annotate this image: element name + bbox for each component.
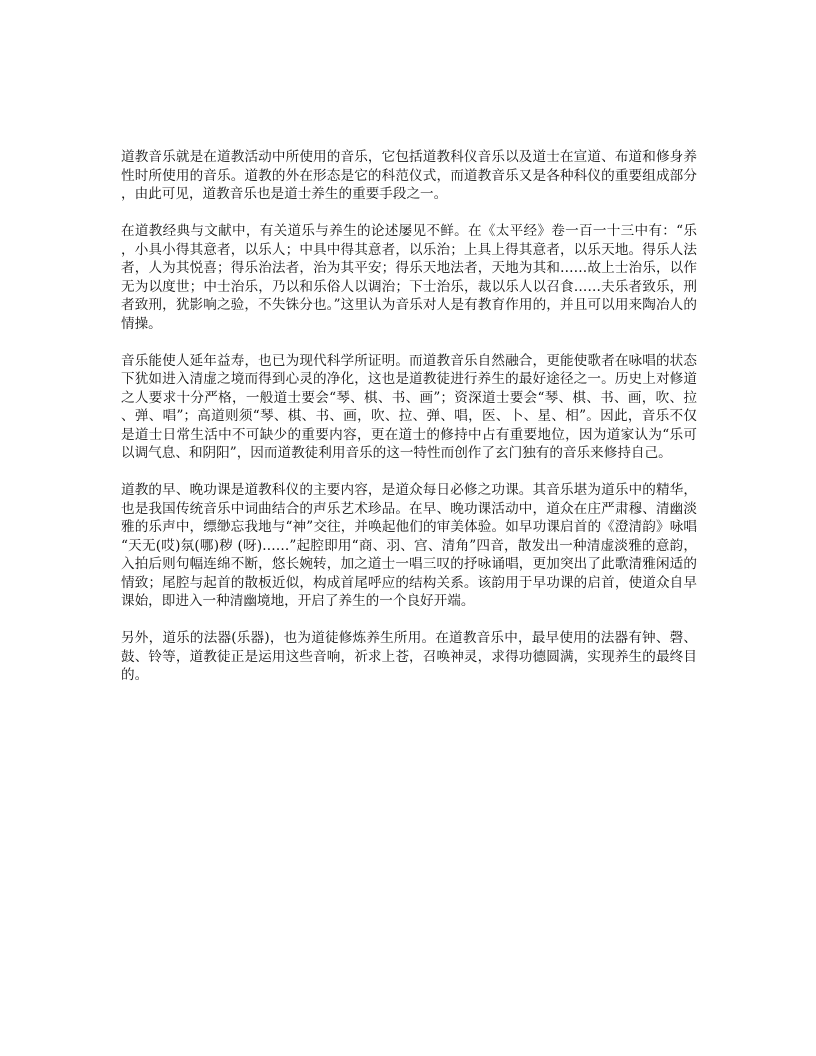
- paragraph-morning-evening-lessons: 道教的早、晚功课是道教科仪的主要内容，是道众每日必修之功课。其音乐堪为道乐中的精华，也是我国传统音乐中词曲结合的声乐艺术珍品。在早、晚功课活动中，道众在庄严肃穆、清幽淡雅的乐声中，缥缈忘我地与“神”交往，并唤起他们的审美体验。如早功课启首的《澄清韵》咏唱“天无(哎)氛(哪)秽 (呀)……”起腔即用“商、羽、宫、清角”四音，散发出一种清虚淡雅的意韵，入拍后则句幅连绵不断，悠长婉转，加之道士一唱三叹的抒咏诵唱，更加突出了此歌清雅闲适的情致；尾腔与起首的散板近似，构成首尾呼应的结构关系。该韵用于早功课的启首，使道众自早课始，即进入一种清幽境地，开启了养生的一个良好开端。: [121, 482, 697, 609]
- paragraph-longevity: 音乐能使人延年益寿，也已为现代科学所证明。而道教音乐自然融合，更能使歌者在咏唱的状态下犹如进入清虚之境而得到心灵的净化，这也是道教徒进行养生的最好途径之一。历史上对修道之人要求十分严格，一般道士要会“琴、棋、书、画”；资深道士要会“琴、棋、书、画，吹、拉、弹、唱”；高道则须“琴、棋、书、画，吹、拉、弹、唱，医、卜、星、相”。因此，音乐不仅是道士日常生活中不可缺少的重要内容，更在道士的修持中占有重要地位，因为道家认为“乐可以调气息、和阴阳”，因而道教徒利用音乐的这一特性而创作了玄门独有的音乐来修持自己。: [121, 352, 697, 461]
- paragraph-intro: 道教音乐就是在道教活动中所使用的音乐，它包括道教科仪音乐以及道士在宣道、布道和修身养性时所使用的音乐。道教的外在形态是它的科范仪式，而道教音乐又是各种科仪的重要组成部分，由此可见，道教音乐也是道士养生的重要手段之一。: [121, 149, 697, 202]
- paragraph-ritual-instruments: 另外，道乐的法器(乐器)，也为道徒修炼养生所用。在道教音乐中，最早使用的法器有钟、磬、鼓、铃等，道教徒正是运用这些音响，祈求上苍，召唤神灵，求得功德圆满，实现养生的最终目的。: [121, 630, 697, 683]
- document-page: [121, 148, 697, 703]
- paragraph-taipingjing: 在道教经典与文献中，有关道乐与养生的论述屡见不鲜。在《太平经》卷一百一十三中有：“乐，小具小得其意者，以乐人；中具中得其意者，以乐治；上具上得其意者，以乐天地。得乐人法者，人为其悦喜；得乐治法者，治为其平安；得乐天地法者，天地为其和……故上士治乐，以作无为以度世；中士治乐，乃以和乐俗人以调治；下士治乐，裁以乐人以召食……夫乐者致乐，刑者致刑，犹影响之验，不失铢分也。”这里认为音乐对人是有教育作用的，并且可以用来陶冶人的情操。: [121, 223, 697, 332]
